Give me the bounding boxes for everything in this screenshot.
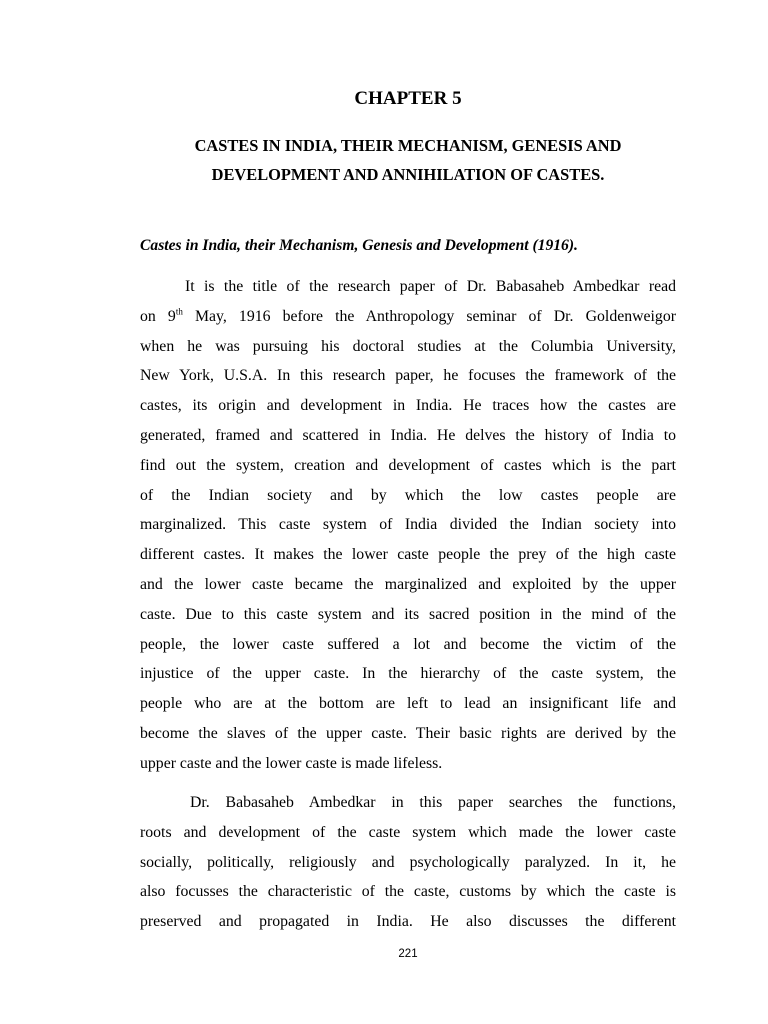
paragraph-line: also focusses the characteristic of the caste, customs by which the caste is <box>140 883 676 901</box>
body-paragraph-1 <box>140 272 676 779</box>
paragraph-line: of the Indian society and by which the low castes people are <box>140 486 676 504</box>
paragraph-line: roots and development of the caste system which made the lower caste <box>140 823 676 841</box>
paragraph-text: on 9 <box>140 307 176 325</box>
paragraph-line: injustice of the upper caste. In the hierarchy of the caste system, the <box>140 665 676 683</box>
paragraph-line: become the slaves of the upper caste. Their basic rights are derived by the <box>140 724 676 742</box>
ordinal-superscript: th <box>175 306 183 317</box>
paragraph-line: Dr. Babasaheb Ambedkar in this paper searches the functions, <box>190 794 676 811</box>
paragraph-text: May, 1916 before the Anthropology seminar of Dr. Goldenweigor <box>182 307 676 325</box>
chapter-title-line: DEVELOPMENT AND ANNIHILATION OF CASTES. <box>211 165 605 184</box>
paragraph-line: It is the title of the research paper of Dr. Babasaheb Ambedkar read <box>185 278 676 295</box>
page-number: 221 <box>398 948 418 960</box>
paragraph-line: people, the lower caste suffered a lot and become the victim of the <box>140 635 676 653</box>
paragraph-line: caste. Due to this caste system and its sacred position in the mind of the <box>140 605 676 623</box>
paragraph-line: generated, framed and scattered in India. He delves the history of India to <box>140 426 676 444</box>
paragraph-line: preserved and propagated in India. He also discusses the different <box>140 913 676 931</box>
paragraph-line: find out the system, creation and development of castes which is the part <box>140 456 676 474</box>
paragraph-line: New York, U.S.A. In this research paper, he focuses the framework of the <box>140 367 676 385</box>
paragraph-line: castes, its origin and development in India. He traces how the castes are <box>140 397 676 415</box>
body-paragraph-2 <box>140 788 676 937</box>
paragraph-line: people who are at the bottom are left to lead an insignificant life and <box>140 695 676 713</box>
paragraph-line-with-superscript <box>140 302 676 332</box>
paragraph-line: different castes. It makes the lower caste people the prey of the high caste <box>140 546 676 564</box>
chapter-heading: CHAPTER 5 <box>354 88 462 109</box>
section-heading: Castes in India, their Mechanism, Genesis and Development (1916). <box>140 237 578 254</box>
paragraph-line: marginalized. This caste system of India divided the Indian society into <box>140 516 676 534</box>
paragraph-line-last: upper caste and the lower caste is made lifeless. <box>140 754 443 772</box>
chapter-title-line: CASTES IN INDIA, THEIR MECHANISM, GENESIS AND <box>194 136 622 155</box>
paragraph-line: socially, politically, religiously and psychologically paralyzed. In it, he <box>140 853 676 871</box>
chapter-title <box>140 131 676 189</box>
paragraph-line: when he was pursuing his doctoral studies at the Columbia University, <box>140 337 676 355</box>
paragraph-line: and the lower caste became the marginalized and exploited by the upper <box>140 575 676 593</box>
